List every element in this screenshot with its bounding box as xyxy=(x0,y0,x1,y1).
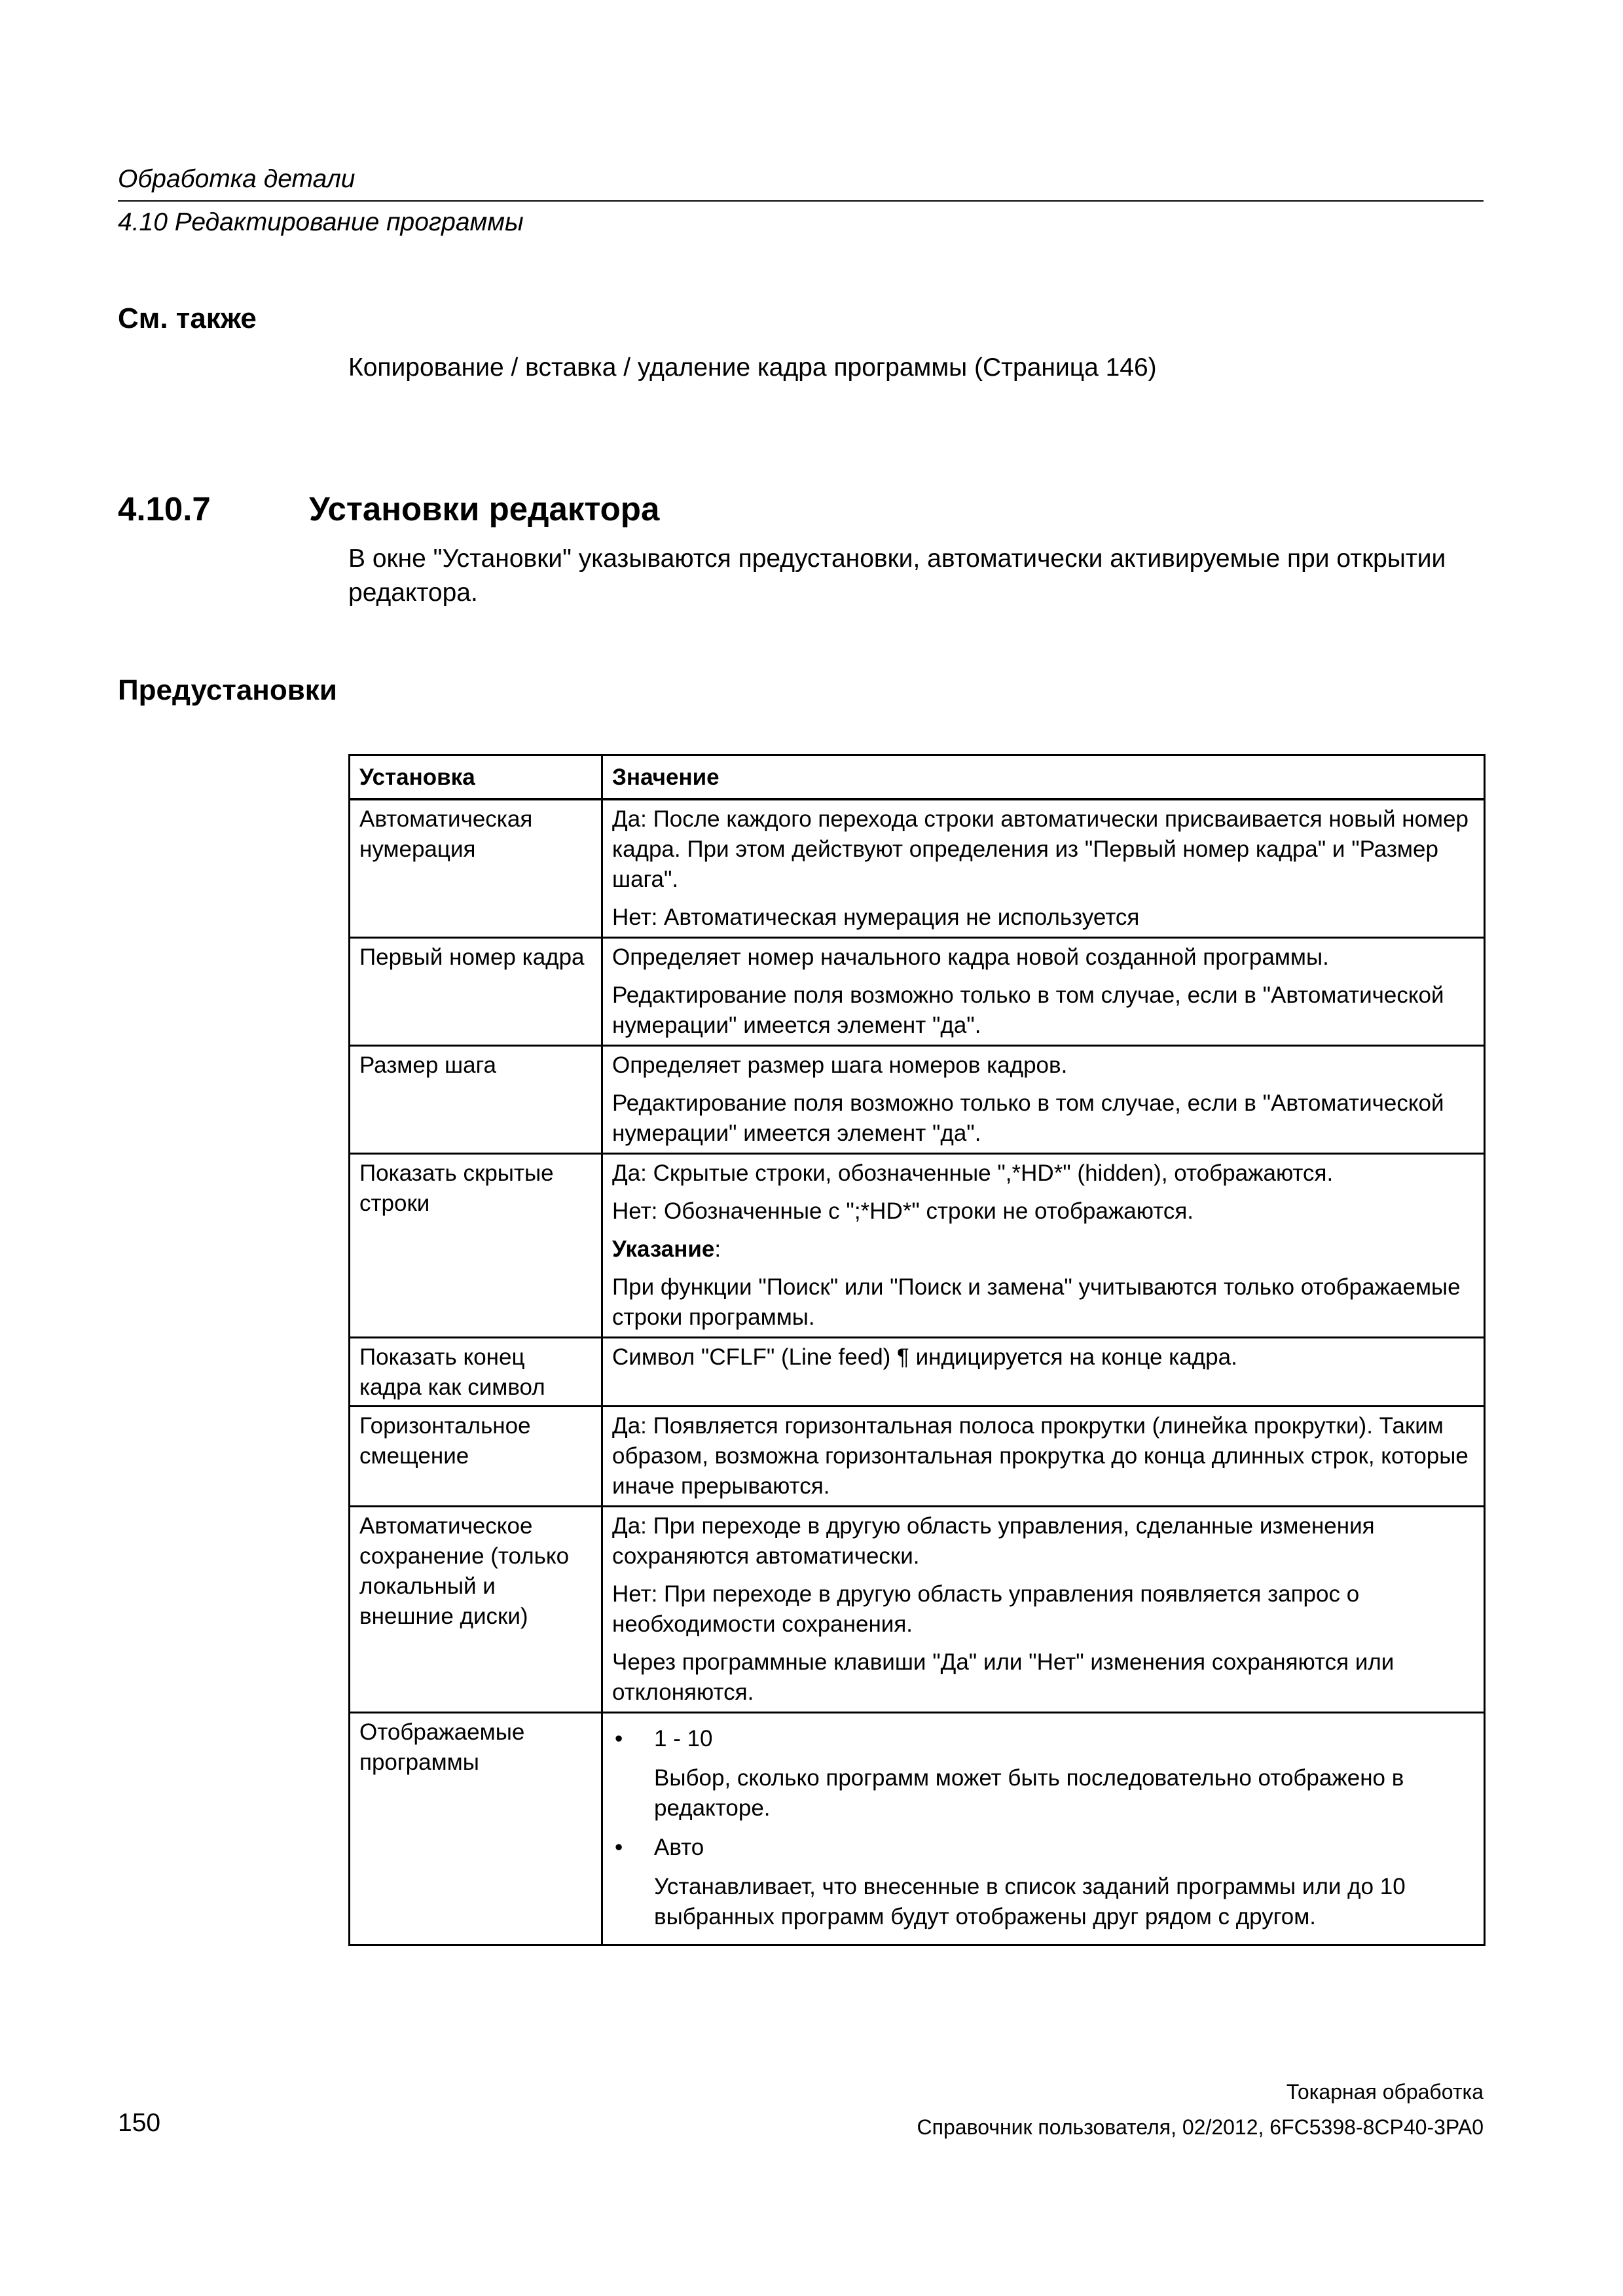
table-row xyxy=(350,1713,1485,1945)
see-also-link[interactable]: Копирование / вставка / удаление кадра программы (Страница 146) xyxy=(348,353,1157,382)
value-cell xyxy=(602,1507,1485,1713)
value-cell xyxy=(602,799,1485,938)
bullet-label: Авто xyxy=(654,1835,704,1860)
table-header-row xyxy=(350,755,1485,800)
presets-heading: Предустановки xyxy=(118,674,337,706)
value-cell xyxy=(602,1407,1485,1507)
value-paragraph: Да: После каждого перехода строки автоматически присваивается новый номер кадра. При этом действуют определения из "Первый номер кадра" и "Размер шага". xyxy=(612,806,1469,892)
value-paragraph: Через программные клавиши "Да" или "Нет" изменения сохраняются или отклоняются. xyxy=(612,1649,1395,1705)
table-row xyxy=(350,799,1485,938)
value-paragraph: Да: Появляется горизонтальная полоса прокрутки (линейка прокрутки). Таким образом, возможна горизонтальная прокрутка до конца длинных строк, которые иначе прерываются. xyxy=(612,1413,1468,1499)
running-header-section: 4.10 Редактирование программы xyxy=(118,208,524,236)
footer-product: Токарная обработка xyxy=(1286,2080,1484,2104)
column-header-value: Значение xyxy=(602,755,1485,800)
table-row xyxy=(350,1046,1485,1154)
note-colon: : xyxy=(714,1236,721,1262)
column-header-setting: Установка xyxy=(350,755,602,800)
value-paragraph: Нет: При переходе в другую область управления появляется запрос о необходимости сохранения. xyxy=(612,1581,1360,1637)
note-text: При функции "Поиск" или "Поиск и замена" учитываются только отображаемые строки программы. xyxy=(612,1274,1461,1330)
see-also-heading: См. также xyxy=(118,302,257,334)
value-paragraph: Символ "CFLF" (Line feed) ¶ индицируется на конце кадра. xyxy=(612,1344,1237,1370)
bullet-description: Устанавливает, что внесенные в список заданий программы или до 10 выбранных программ будут отображены друг рядом с другом. xyxy=(654,1874,1406,1929)
section-number: 4.10.7 xyxy=(118,490,211,528)
bullet-dot-icon: • xyxy=(615,1726,623,1751)
editor-settings-table xyxy=(348,754,1486,1946)
running-header-chapter: Обработка детали xyxy=(118,165,356,193)
table-row xyxy=(350,1338,1485,1407)
value-cell xyxy=(602,1046,1485,1154)
bullet-item xyxy=(612,1724,1476,1754)
value-cell xyxy=(602,1713,1485,1945)
table-row xyxy=(350,1407,1485,1507)
setting-cell: Первый номер кадра xyxy=(350,938,602,1046)
bullet-description: Выбор, сколько программ может быть последовательно отображено в редакторе. xyxy=(654,1765,1404,1821)
value-paragraph: Нет: Обозначенные с ";*HD*" строки не отображаются. xyxy=(612,1198,1194,1224)
note-label: Указание xyxy=(612,1236,715,1262)
value-paragraph: Да: Скрытые строки, обозначенные ",*HD*" (hidden), отображаются. xyxy=(612,1160,1334,1186)
value-paragraph: Редактирование поля возможно только в том случае, если в "Автоматической нумерации" имеется элемент "да". xyxy=(612,982,1444,1038)
value-paragraph: Да: При переходе в другую область управления, сделанные изменения сохраняются автоматически. xyxy=(612,1513,1375,1569)
value-cell xyxy=(602,1338,1485,1407)
footer-manual-id: Справочник пользователя, 02/2012, 6FC5398-8CP40-3PA0 xyxy=(917,2115,1484,2139)
setting-cell: Показать скрытые строки xyxy=(350,1154,602,1338)
table-row xyxy=(350,1154,1485,1338)
setting-cell: Показать конец кадра как символ xyxy=(350,1338,602,1407)
value-cell xyxy=(602,938,1485,1046)
table-row xyxy=(350,938,1485,1046)
value-paragraph: Определяет номер начального кадра новой созданной программы. xyxy=(612,944,1329,970)
setting-cell: Автоматическое сохранение (только локальный и внешние диски) xyxy=(350,1507,602,1713)
section-intro: В окне "Установки" указываются предустановки, автоматически активируемые при открытии редактора. xyxy=(348,545,1446,607)
value-paragraph: Определяет размер шага номеров кадров. xyxy=(612,1052,1068,1078)
bullet-dot-icon: • xyxy=(615,1835,623,1860)
table-row xyxy=(350,1507,1485,1713)
header-divider xyxy=(118,200,1484,202)
page-number: 150 xyxy=(118,2109,161,2137)
setting-cell: Горизонтальное смещение xyxy=(350,1407,602,1507)
setting-cell: Отображаемые программы xyxy=(350,1713,602,1945)
value-cell xyxy=(602,1154,1485,1338)
value-paragraph: Редактирование поля возможно только в том случае, если в "Автоматической нумерации" имеется элемент "да". xyxy=(612,1090,1444,1146)
setting-cell: Автоматическая нумерация xyxy=(350,799,602,938)
bullet-label: 1 - 10 xyxy=(654,1726,713,1751)
setting-cell: Размер шага xyxy=(350,1046,602,1154)
section-title: Установки редактора xyxy=(309,490,660,528)
bullet-item xyxy=(612,1833,1476,1863)
value-paragraph: Нет: Автоматическая нумерация не используется xyxy=(612,905,1140,930)
note-paragraph xyxy=(612,1234,1476,1265)
